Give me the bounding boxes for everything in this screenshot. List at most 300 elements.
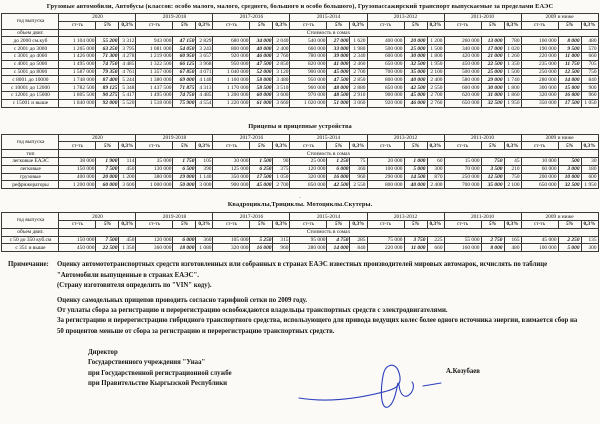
value-cell: 285 (350, 236, 367, 244)
value-cell: 41 000 (327, 60, 350, 68)
value-cell: 480 (504, 244, 521, 252)
value-cell: 160 000 (444, 244, 481, 252)
subheader-cell: ст-ть (136, 21, 173, 29)
subheader-cell: ст-ть (59, 21, 96, 29)
motorcycles-tariff-table (1, 212, 598, 252)
signatory-title-line-2: Государственного учреждения "Унаа" (88, 359, 206, 367)
value-cell: 1 170 000 (213, 84, 250, 92)
value-cell: 25 000 (404, 45, 427, 53)
subheader-cell: 5% (404, 21, 427, 29)
value-cell: 75 (350, 157, 367, 165)
value-cell: 1 020 (504, 45, 521, 53)
subheader-cell: 5% (327, 142, 350, 150)
currency-span-row (2, 29, 598, 37)
value-cell: 105 000 (213, 236, 250, 244)
value-cell: 50 000 (173, 181, 196, 189)
value-cell: 135 (581, 236, 598, 244)
value-cell: 280 000 (521, 76, 558, 84)
subheader-cell: 0,3% (427, 220, 444, 228)
table-row (2, 76, 598, 84)
year-group-header: 2011-2010 (444, 14, 521, 22)
table-row (2, 52, 598, 60)
subheader-cell: 0,3% (504, 21, 521, 29)
value-cell: 3 795 (119, 45, 136, 53)
subheader-cell: 5% (558, 142, 581, 150)
row-label: с 4001 до 5000 (2, 60, 59, 68)
value-cell: 2 700 (350, 68, 367, 76)
table-row (2, 60, 598, 68)
value-cell: 1 800 (427, 52, 444, 60)
subheader-cell: 5% (481, 220, 504, 228)
value-cell: 2 400 (273, 45, 290, 53)
value-cell: 1 750 (173, 157, 196, 165)
value-cell: 1 495 000 (59, 60, 96, 68)
value-cell: 2 880 (350, 84, 367, 92)
subheader-cell: ст-ть (213, 220, 250, 228)
subheader-cell: ст-ть (136, 220, 173, 228)
value-cell: 35 000 (481, 181, 504, 189)
value-cell: 60 000 (96, 181, 119, 189)
value-cell: 250 000 (521, 68, 558, 76)
currency-span-row (2, 150, 598, 158)
value-cell: 30 000 (481, 84, 504, 92)
value-cell: 31 000 (481, 91, 504, 99)
value-cell: 4 071 (196, 68, 213, 76)
value-cell: 1 200 (427, 37, 444, 45)
subheader-cell: 0,3% (581, 21, 598, 29)
value-cell: 1 518 000 (136, 99, 173, 107)
value-cell: 900 000 (213, 181, 250, 189)
value-cell: 30 000 (404, 52, 427, 60)
value-cell: 190 000 (521, 45, 558, 53)
subheader-cell: ст-ть (290, 220, 327, 228)
value-cell: 1 748 000 (59, 76, 96, 84)
value-cell: 79 350 (96, 68, 119, 76)
value-cell: 58 000 (250, 76, 273, 84)
year-group-header: 2015-2014 (290, 134, 367, 142)
value-cell: 780 (504, 37, 521, 45)
value-cell: 2 850 (350, 76, 367, 84)
handwritten-signature (295, 356, 455, 414)
value-cell: 1 104 000 (59, 37, 96, 45)
subheader-cell: 0,3% (504, 220, 521, 228)
value-cell: 950 000 (290, 76, 327, 84)
value-cell: 350 000 (213, 173, 250, 181)
trailers-tariff-table (1, 134, 598, 190)
subheader-cell: 5% (250, 142, 273, 150)
subheader-cell: ст-ть (521, 21, 558, 29)
year-group-header: 2013-2012 (367, 14, 444, 22)
year-group-header: 2009 и ниже (521, 14, 598, 22)
row-label: легковые (2, 165, 59, 173)
subheader-cell: 0,3% (581, 220, 598, 228)
subheader-cell: 5% (327, 21, 350, 29)
value-cell: 1 200 000 (213, 91, 250, 99)
value-cell: 2 400 (427, 181, 444, 189)
value-cell: 3 600 (119, 181, 136, 189)
subheader-cell: ст-ть (59, 220, 96, 228)
row-label: с 2001 до 3000 (2, 45, 59, 53)
subheader-cell: 5% (96, 21, 119, 29)
value-cell: 950 000 (213, 60, 250, 68)
value-cell: 74 750 (173, 91, 196, 99)
value-cell: 900 000 (290, 68, 327, 76)
value-cell: 92 000 (96, 99, 119, 107)
value-cell: 960 000 (290, 84, 327, 92)
value-cell: 5 250 (250, 236, 273, 244)
row-label: с 50 до 350 куб.см (2, 236, 59, 244)
note-paragraph-4: За регистрацию и перерегистрацию гибридного транспортного средства, использующего для привода ведущих колес более одного источника энергии, взимается сбор на 50 процентов меньше от сбора за регистрацию и перерегистрацию транспортных средств. (57, 317, 578, 335)
trucks-table-title: Грузовые автомобили, Автобусы (классов: особо малого, малого, среднего, большого и особо большого), Грузопассажирский транспорт выпускаемые за пределами ЕАЭС (46, 3, 554, 10)
value-cell: 960 (273, 244, 290, 252)
value-cell: 3 120 (273, 68, 290, 76)
row-label: рефрижераторы (2, 181, 59, 189)
value-cell: 580 000 (444, 76, 481, 84)
value-cell: 2 040 (273, 37, 290, 45)
value-cell: 220 000 (367, 244, 404, 252)
value-cell: 12 500 (558, 68, 581, 76)
value-cell: 1 020 000 (290, 99, 327, 107)
value-cell: 4 554 (196, 99, 213, 107)
value-cell: 75 000 (367, 236, 404, 244)
table-row (2, 173, 598, 181)
value-cell: 4 278 (119, 52, 136, 60)
value-cell: 900 (581, 84, 598, 92)
motorcycles-table-title: Квадроциклы,Трициклы. Мотоциклы.Скутеры. (227, 201, 373, 209)
subheader-cell: ст-ть (367, 220, 404, 228)
value-cell: 61 000 (250, 99, 273, 107)
value-cell: 3 312 (119, 37, 136, 45)
subheader-cell: 5% (173, 220, 196, 228)
value-cell: 3 660 (273, 99, 290, 107)
signatory-title-line-3: при Государственной регистрационной службе (88, 369, 232, 377)
value-cell: 660 000 (290, 45, 327, 53)
span-row-label: тип (2, 150, 59, 158)
value-cell: 750 (504, 173, 521, 181)
value-cell: 1 050 (273, 173, 290, 181)
span-row-label: объем двиг. (2, 29, 59, 37)
value-cell: 67 850 (173, 68, 196, 76)
value-cell: 235 000 (521, 60, 558, 68)
table-row (2, 165, 598, 173)
subheader-cell: ст-ть (136, 142, 173, 150)
value-cell: 3 510 (273, 84, 290, 92)
value-cell: 2 340 (350, 52, 367, 60)
year-group-header: 2017-2016 (213, 14, 290, 22)
value-cell: 2 760 (427, 99, 444, 107)
subheader-cell: 0,3% (350, 21, 367, 29)
subheader-cell: ст-ть (444, 142, 481, 150)
value-cell: 4 140 (196, 76, 213, 84)
value-cell: 60 (427, 157, 444, 165)
value-cell: 51 000 (327, 99, 350, 107)
value-cell: 160 000 (521, 37, 558, 45)
value-cell: 15 000 (444, 157, 481, 165)
value-cell: 1 900 (96, 157, 119, 165)
year-header-row (2, 14, 598, 22)
value-cell: 1 950 (504, 99, 521, 107)
notes-body (57, 260, 582, 292)
value-cell: 840 (350, 244, 367, 252)
subheader-cell: 0,3% (196, 142, 213, 150)
value-cell: 7 500 (96, 165, 119, 173)
value-cell: 1 950 (581, 181, 598, 189)
value-cell: 360 000 (136, 244, 173, 252)
subheader-cell: ст-ть (367, 142, 404, 150)
subheader-row (2, 142, 598, 150)
value-cell: 1 000 000 (136, 181, 173, 189)
value-cell: 5 348 (119, 84, 136, 92)
value-cell: 4 485 (119, 60, 136, 68)
year-group-header: 2015-2014 (290, 213, 367, 221)
table-row (2, 45, 598, 53)
table-row (2, 37, 598, 45)
value-cell: 3 060 (350, 99, 367, 107)
value-cell: 5 000 (558, 244, 581, 252)
value-cell: 620 000 (444, 91, 481, 99)
value-cell: 340 000 (444, 45, 481, 53)
value-cell: 1 980 (350, 45, 367, 53)
year-group-header: 2019-2018 (136, 134, 213, 142)
value-cell: 30 000 (213, 157, 250, 165)
value-cell: 1 380 000 (136, 76, 173, 84)
value-cell: 1 437 500 (136, 84, 173, 92)
value-cell: 180 (581, 165, 598, 173)
value-cell: 1 040 000 (213, 68, 250, 76)
value-cell: 42 500 (404, 84, 427, 92)
subheader-cell: 5% (481, 142, 504, 150)
subheader-cell: 5% (96, 220, 119, 228)
value-cell: 40 000 (250, 45, 273, 53)
note-paragraph-1b: (Страну изготовителя определить по "VIN" коду). (57, 282, 212, 290)
table-row (2, 181, 598, 189)
year-header-row (2, 134, 598, 142)
value-cell: 2 460 (350, 60, 367, 68)
value-cell: 1 219 000 (136, 52, 173, 60)
value-cell: 5 244 (119, 76, 136, 84)
value-cell: 320 000 (290, 173, 327, 181)
note-paragraph-3: От уплаты сбора за регистрацию и перерегистрацию освобождаются владельцы транспортных средств с электродвигателями. (57, 307, 448, 315)
value-cell: 114 (119, 157, 136, 165)
value-cell: 2 250 (558, 236, 581, 244)
value-cell: 3 750 (404, 236, 427, 244)
value-cell: 750 (481, 157, 504, 165)
row-label: с 15001 и выше (2, 99, 59, 107)
row-label: с 351 и выше (2, 244, 59, 252)
value-cell: 89 125 (96, 84, 119, 92)
subheader-cell: 5% (404, 220, 427, 228)
subheader-cell: 0,3% (196, 220, 213, 228)
value-cell: 40 000 (404, 76, 427, 84)
value-cell: 45 (504, 157, 521, 165)
value-cell: 1 500 (504, 68, 521, 76)
value-cell: 11 000 (404, 244, 427, 252)
value-cell: 20 000 (96, 173, 119, 181)
value-cell: 400 000 (59, 173, 96, 181)
subheader-cell: 0,3% (427, 142, 444, 150)
value-cell: 30 (581, 157, 598, 165)
value-cell: 1 200 000 (59, 181, 96, 189)
value-cell: 680 000 (213, 37, 250, 45)
subheader-cell: 0,3% (196, 21, 213, 29)
value-cell: 14 000 (327, 244, 350, 252)
subheader-cell: 0,3% (273, 142, 290, 150)
value-cell: 70 000 (444, 165, 481, 173)
value-cell: 4 485 (196, 91, 213, 99)
value-cell: 9 500 (558, 45, 581, 53)
value-cell: 5 520 (119, 99, 136, 107)
value-cell: 22 500 (96, 244, 119, 252)
value-cell: 45 000 (404, 91, 427, 99)
value-cell: 12 500 (481, 173, 504, 181)
value-cell: 850 000 (290, 181, 327, 189)
row-label: с 10001 до 12000 (2, 84, 59, 92)
value-cell: 1 740 (504, 76, 521, 84)
value-cell: 1 322 500 (136, 60, 173, 68)
subheader-cell: 5% (250, 21, 273, 29)
value-cell: 2 100 (504, 181, 521, 189)
value-cell: 8 000 (481, 244, 504, 252)
value-cell: 500 000 (367, 45, 404, 53)
trucks-tariff-table (1, 13, 598, 108)
value-cell: 400 000 (367, 37, 404, 45)
value-cell: 11 000 (558, 52, 581, 60)
notes-block-2 (57, 296, 582, 338)
value-cell: 52 000 (250, 68, 273, 76)
value-cell: 2 700 (273, 181, 290, 189)
row-label: с 12001 до 15000 (2, 91, 59, 99)
note-paragraph-2: Оценку самодельных прицепов проводить согласно тарифной сетки по 2009 году. (57, 296, 308, 304)
value-cell: 800 000 (367, 76, 404, 84)
value-cell: 32 500 (481, 99, 504, 107)
value-cell: 2 100 (427, 68, 444, 76)
value-cell: 1 200 (119, 173, 136, 181)
value-cell: 850 000 (367, 84, 404, 92)
value-cell: 48 000 (327, 84, 350, 92)
subheader-cell: 5% (250, 220, 273, 228)
signatory-title-line-1: Директор (88, 349, 118, 357)
currency-note: Стоимость в сомах (59, 228, 598, 236)
value-cell: 45 000 (521, 236, 558, 244)
value-cell: 780 000 (290, 52, 327, 60)
value-cell: 120 000 (290, 165, 327, 173)
subheader-cell: 0,3% (119, 220, 136, 228)
value-cell: 14 000 (558, 76, 581, 84)
value-cell: 320 000 (521, 91, 558, 99)
value-cell: 17 500 (558, 99, 581, 107)
currency-note: Стоимость в сомах (59, 29, 598, 37)
value-cell: 320 000 (213, 244, 250, 252)
value-cell: 1 587 000 (59, 68, 96, 76)
year-group-header: 2020 (59, 14, 136, 22)
value-cell: 1 350 (504, 60, 521, 68)
table-row (2, 99, 598, 107)
value-cell: 260 000 (444, 37, 481, 45)
value-cell: 38 000 (59, 157, 96, 165)
value-cell: 700 000 (367, 68, 404, 76)
value-cell: 90 275 (96, 91, 119, 99)
subheader-cell: ст-ть (213, 21, 250, 29)
value-cell: 1 250 (327, 157, 350, 165)
value-cell: 3 000 (558, 165, 581, 173)
value-cell: 3 000 (196, 181, 213, 189)
value-cell: 6 000 (173, 236, 196, 244)
value-cell: 1 357 000 (136, 68, 173, 76)
value-cell: 870 (427, 173, 444, 181)
value-cell: 450 000 (59, 244, 96, 252)
value-cell: 450 (119, 236, 136, 244)
value-cell: 15 000 (558, 84, 581, 92)
value-cell: 47 500 (327, 76, 350, 84)
value-cell: 60 000 (250, 91, 273, 99)
value-cell: 55 000 (444, 236, 481, 244)
value-cell: 100 000 (367, 165, 404, 173)
row-label: до 2000 см.куб (2, 37, 59, 45)
stray-scan-mark: . (299, 194, 301, 201)
subheader-cell: 0,3% (119, 21, 136, 29)
value-cell: 150 000 (59, 165, 96, 173)
year-group-header: 2009 и ниже (521, 134, 598, 142)
value-cell: 300 (427, 165, 444, 173)
value-cell: 480 (581, 37, 598, 45)
value-cell: 6 000 (327, 165, 350, 173)
value-cell: 1 350 (119, 244, 136, 252)
value-cell: 660 (581, 52, 598, 60)
value-cell: 2 910 (350, 91, 367, 99)
value-cell: 360 (350, 165, 367, 173)
notes-block-1 (8, 260, 600, 292)
value-cell: 1 260 (504, 52, 521, 60)
value-cell: 943 000 (136, 37, 173, 45)
value-cell: 32 500 (404, 60, 427, 68)
value-cell: 16 000 (250, 244, 273, 252)
subheader-cell: ст-ть (213, 142, 250, 150)
value-cell: 42 500 (327, 181, 350, 189)
year-col-header: год выпуска (2, 134, 59, 150)
year-group-header: 2013-2012 (367, 134, 444, 142)
subheader-cell: 0,3% (119, 142, 136, 150)
value-cell: 60 950 (173, 52, 196, 60)
value-cell: 17 500 (250, 173, 273, 181)
value-cell: 46 000 (404, 99, 427, 107)
value-cell: 315 (273, 236, 290, 244)
value-cell: 380 000 (136, 173, 173, 181)
value-cell: 420 000 (444, 52, 481, 60)
value-cell: 95 000 (290, 236, 327, 244)
value-cell: 300 (581, 244, 598, 252)
value-cell: 1 160 000 (213, 76, 250, 84)
table-row (2, 68, 598, 76)
value-cell: 20 000 (404, 37, 427, 45)
subheader-cell: 0,3% (504, 142, 521, 150)
value-cell: 1 500 (427, 45, 444, 53)
value-cell: 74 750 (96, 60, 119, 68)
value-cell: 1 860 (504, 91, 521, 99)
value-cell: 600 000 (367, 52, 404, 60)
value-cell: 32 500 (558, 181, 581, 189)
value-cell: 90 (273, 157, 290, 165)
row-label: с 8001 до 10000 (2, 76, 59, 84)
value-cell: 650 000 (444, 99, 481, 107)
value-cell: 5 417 (119, 91, 136, 99)
value-cell: 600 (581, 173, 598, 181)
value-cell: 750 (581, 68, 598, 76)
trailers-table-title: Прицепы и прицепные устройства (248, 122, 352, 130)
value-cell: 16 000 (327, 173, 350, 181)
value-cell: 3 968 (196, 60, 213, 68)
value-cell: 1 950 (427, 60, 444, 68)
table-row (2, 84, 598, 92)
